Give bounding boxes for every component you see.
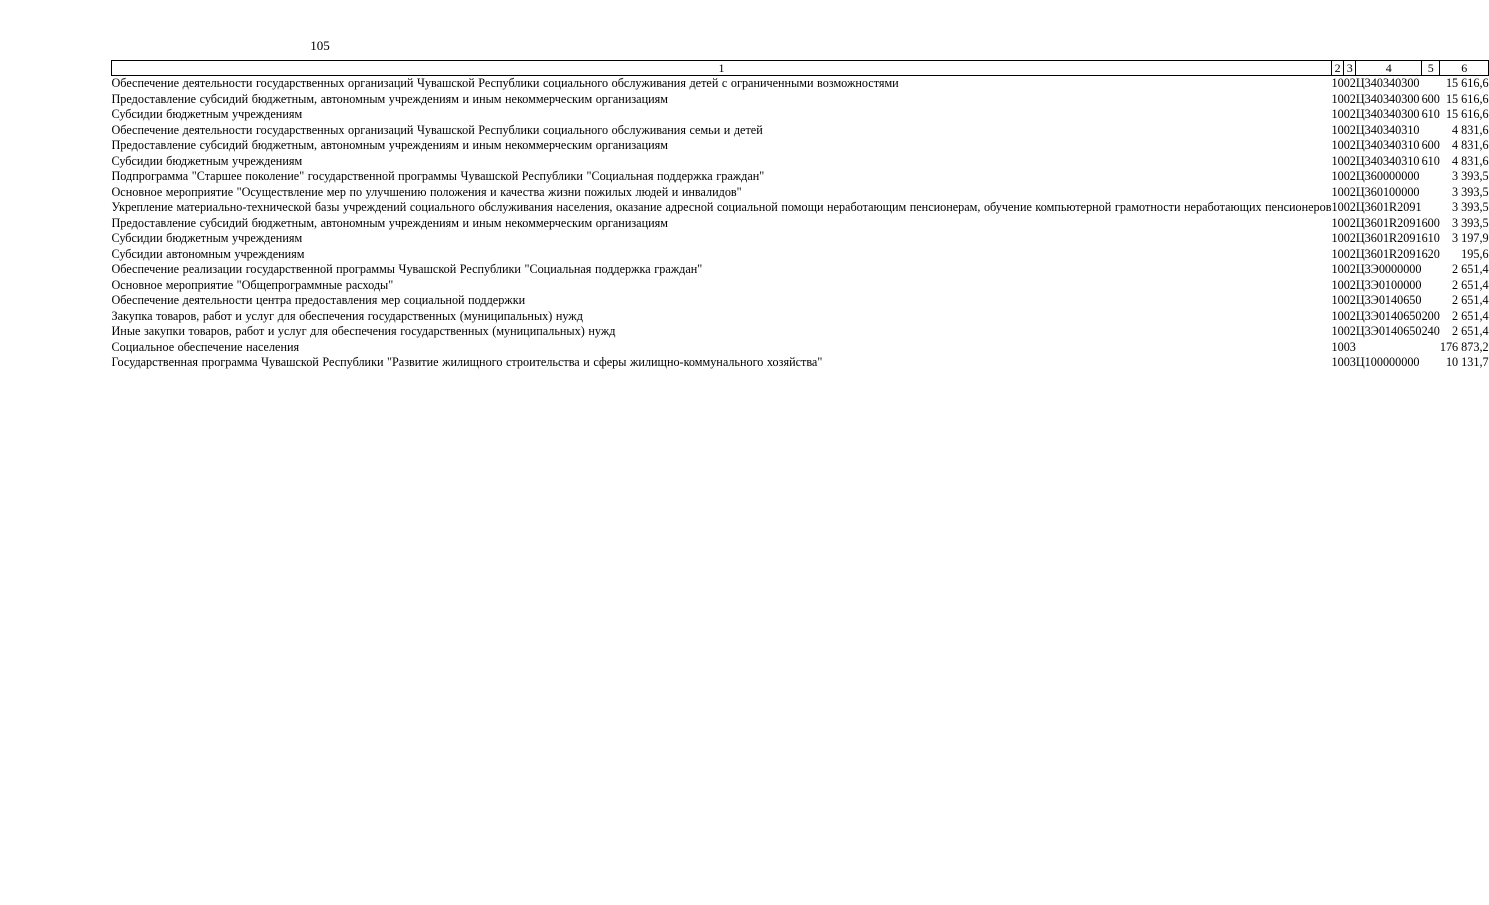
cell-section: 10 [1331, 184, 1344, 199]
cell-amount: 2 651,4 [1452, 308, 1489, 323]
cell-target-code [1356, 340, 1422, 356]
cell-amount: 4 831,6 [1452, 122, 1489, 137]
cell-amount: 4 831,6 [1452, 153, 1489, 168]
cell-section: 10 [1331, 122, 1344, 137]
table-row [112, 293, 1489, 309]
cell-amount: 3 393,5 [1452, 215, 1489, 230]
cell-section: 10 [1331, 262, 1344, 276]
cell-section: 10 [1331, 169, 1344, 183]
cell-target-code: Ц340340300 [1355, 91, 1420, 106]
cell-subsection: 02 [1343, 246, 1356, 261]
table-body [112, 76, 1489, 371]
table-row [112, 169, 1489, 185]
table-row [112, 138, 1489, 154]
cell-target-code: Ц100000000 [1355, 355, 1420, 369]
cell-section: 10 [1331, 215, 1344, 230]
cell-description: Основное мероприятие "Общепрограммные расходы" [111, 277, 394, 292]
cell-subsection: 02 [1343, 169, 1356, 183]
cell-section: 10 [1331, 153, 1344, 168]
cell-expense-type: 600 [1421, 215, 1440, 230]
cell-expense-type [1422, 185, 1440, 201]
cell-description: Обеспечение деятельности государственных организаций Чувашской Республики социального обслуживания детей с ограниченными возможностями [111, 76, 899, 90]
cell-subsection: 02 [1343, 200, 1356, 214]
cell-expense-type [1422, 278, 1440, 294]
cell-amount: 4 831,6 [1452, 138, 1489, 152]
cell-amount: 2 651,4 [1452, 277, 1489, 292]
cell-expense-type: 620 [1421, 246, 1440, 261]
cell-expense-type [1422, 355, 1440, 371]
cell-section: 10 [1331, 339, 1344, 354]
cell-amount: 3 197,9 [1452, 231, 1489, 245]
col-header-amount: 6 [1440, 61, 1489, 76]
cell-section: 10 [1331, 324, 1344, 338]
col-header-expense-type: 5 [1422, 61, 1440, 76]
cell-subsection: 02 [1343, 293, 1356, 307]
cell-expense-type: 600 [1421, 91, 1440, 106]
cell-description: Субсидии бюджетным учреждениям [111, 107, 303, 121]
cell-expense-type [1422, 200, 1440, 216]
cell-amount: 10 131,7 [1445, 355, 1489, 369]
cell-section: 10 [1331, 200, 1344, 214]
cell-description: Предоставление субсидий бюджетным, автономным учреждениям и иным некоммерческим организациям [111, 91, 668, 106]
table-row [112, 355, 1489, 371]
cell-expense-type: 240 [1421, 324, 1440, 338]
cell-subsection: 03 [1343, 339, 1356, 354]
cell-section: 10 [1331, 231, 1344, 245]
table-row [112, 340, 1489, 356]
cell-section: 10 [1331, 138, 1344, 152]
cell-target-code: Ц3Э0140650 [1355, 324, 1422, 338]
cell-expense-type [1422, 293, 1440, 309]
cell-subsection: 02 [1343, 215, 1356, 230]
cell-subsection: 02 [1343, 122, 1356, 137]
cell-subsection: 03 [1343, 355, 1356, 369]
cell-subsection: 02 [1343, 184, 1356, 199]
cell-target-code: Ц3601R2091 [1355, 231, 1422, 245]
table-row [112, 262, 1489, 278]
cell-section: 10 [1331, 91, 1344, 106]
cell-subsection: 02 [1343, 153, 1356, 168]
cell-section: 10 [1331, 76, 1344, 90]
cell-description: Закупка товаров, работ и услуг для обеспечения государственных (муниципальных) нужд [111, 308, 583, 323]
table-row [112, 76, 1489, 92]
cell-description: Социальное обеспечение населения [111, 339, 300, 354]
cell-subsection: 02 [1343, 277, 1356, 292]
cell-description: Государственная программа Чувашской Республики "Развитие жилищного строительства и сферы жилищно-коммунального хозяйства" [111, 355, 823, 369]
col-header-target-code: 4 [1356, 61, 1422, 76]
table-row [112, 324, 1489, 340]
cell-description: Субсидии бюджетным учреждениям [111, 153, 303, 168]
cell-expense-type: 610 [1421, 153, 1440, 168]
cell-description: Обеспечение деятельности государственных организаций Чувашской Республики социального обслуживания семьи и детей [111, 122, 763, 137]
cell-target-code: Ц340340300 [1355, 76, 1420, 90]
cell-amount: 2 651,4 [1452, 293, 1489, 307]
table-row [112, 92, 1489, 108]
cell-description: Предоставление субсидий бюджетным, автономным учреждениям и иным некоммерческим организациям [111, 215, 668, 230]
cell-expense-type: 200 [1421, 308, 1440, 323]
cell-target-code: Ц3601R2091 [1355, 200, 1422, 214]
cell-section: 10 [1331, 293, 1344, 307]
budget-table [111, 60, 1489, 371]
cell-description: Подпрограмма "Старшее поколение" государственной программы Чувашской Республики "Социальная поддержка граждан" [111, 169, 765, 183]
cell-target-code: Ц3601R2091 [1355, 215, 1422, 230]
cell-description: Предоставление субсидий бюджетным, автономным учреждениям и иным некоммерческим организациям [111, 138, 668, 152]
cell-amount: 176 873,2 [1439, 339, 1489, 354]
cell-amount: 3 393,5 [1452, 169, 1489, 183]
cell-target-code: Ц360000000 [1355, 169, 1420, 183]
cell-target-code: Ц340340310 [1355, 122, 1420, 137]
cell-amount: 15 616,6 [1445, 91, 1489, 106]
cell-description: Субсидии бюджетным учреждениям [111, 231, 303, 245]
table-row [112, 216, 1489, 232]
cell-target-code: Ц3Э0000000 [1355, 262, 1422, 276]
cell-target-code: Ц340340310 [1355, 153, 1420, 168]
table-row [112, 231, 1489, 247]
table-row [112, 185, 1489, 201]
cell-amount: 15 616,6 [1445, 107, 1489, 121]
table-row [112, 107, 1489, 123]
cell-target-code: Ц340340300 [1355, 107, 1420, 121]
cell-amount: 3 393,5 [1452, 200, 1489, 214]
table-row [112, 309, 1489, 325]
table-header [112, 61, 1489, 76]
table-row [112, 154, 1489, 170]
cell-description: Обеспечение деятельности центра предоставления мер социальной поддержки [111, 293, 526, 307]
cell-description: Обеспечение реализации государственной программы Чувашской Республики "Социальная поддержка граждан" [111, 262, 703, 276]
cell-expense-type [1422, 123, 1440, 139]
table-row [112, 247, 1489, 263]
cell-subsection: 02 [1343, 138, 1356, 152]
page-number: 105 [310, 38, 330, 53]
table-row [112, 200, 1489, 216]
col-header-section: 2 [1332, 61, 1344, 76]
cell-subsection: 02 [1343, 91, 1356, 106]
cell-description: Укрепление материально-технической базы учреждений социального обслуживания населения, оказание адресной социальной помощи неработающим пенсионерам, обучение компьютерной грамотности неработающих пенсионеров [111, 200, 1332, 214]
header-row [112, 61, 1489, 76]
col-header-subsection: 3 [1344, 61, 1356, 76]
cell-amount: 2 651,4 [1452, 262, 1489, 276]
cell-amount: 3 393,5 [1452, 184, 1489, 199]
cell-subsection: 02 [1343, 324, 1356, 338]
cell-expense-type: 610 [1421, 231, 1440, 245]
cell-subsection: 02 [1343, 107, 1356, 121]
cell-description: Основное мероприятие "Осуществление мер по улучшению положения и качества жизни пожилых людей и инвалидов" [111, 184, 742, 199]
cell-expense-type: 600 [1421, 138, 1440, 152]
cell-description: Субсидии автономным учреждениям [111, 246, 305, 261]
cell-amount: 195,6 [1461, 246, 1489, 261]
cell-subsection: 02 [1343, 308, 1356, 323]
cell-subsection: 02 [1343, 76, 1356, 90]
cell-section: 10 [1331, 308, 1344, 323]
cell-target-code: Ц3Э0100000 [1355, 277, 1422, 292]
cell-target-code: Ц3Э0140650 [1355, 293, 1422, 307]
cell-section: 10 [1331, 107, 1344, 121]
cell-target-code: Ц340340310 [1355, 138, 1420, 152]
cell-expense-type [1422, 340, 1440, 356]
cell-target-code: Ц3Э0140650 [1355, 308, 1422, 323]
cell-expense-type: 610 [1421, 107, 1440, 121]
cell-description: Иные закупки товаров, работ и услуг для обеспечения государственных (муниципальных) нужд [111, 324, 616, 338]
cell-subsection: 02 [1343, 262, 1356, 276]
cell-section: 10 [1331, 355, 1344, 369]
cell-target-code: Ц3601R2091 [1355, 246, 1422, 261]
cell-section: 10 [1331, 277, 1344, 292]
table-row [112, 123, 1489, 139]
cell-expense-type [1422, 76, 1440, 92]
cell-amount: 2 651,4 [1452, 324, 1489, 338]
cell-expense-type [1422, 262, 1440, 278]
cell-section: 10 [1331, 246, 1344, 261]
cell-amount: 15 616,6 [1445, 76, 1489, 90]
table-row [112, 278, 1489, 294]
cell-target-code: Ц360100000 [1355, 184, 1420, 199]
cell-subsection: 02 [1343, 231, 1356, 245]
cell-expense-type [1422, 169, 1440, 185]
col-header-name: 1 [112, 61, 1332, 76]
